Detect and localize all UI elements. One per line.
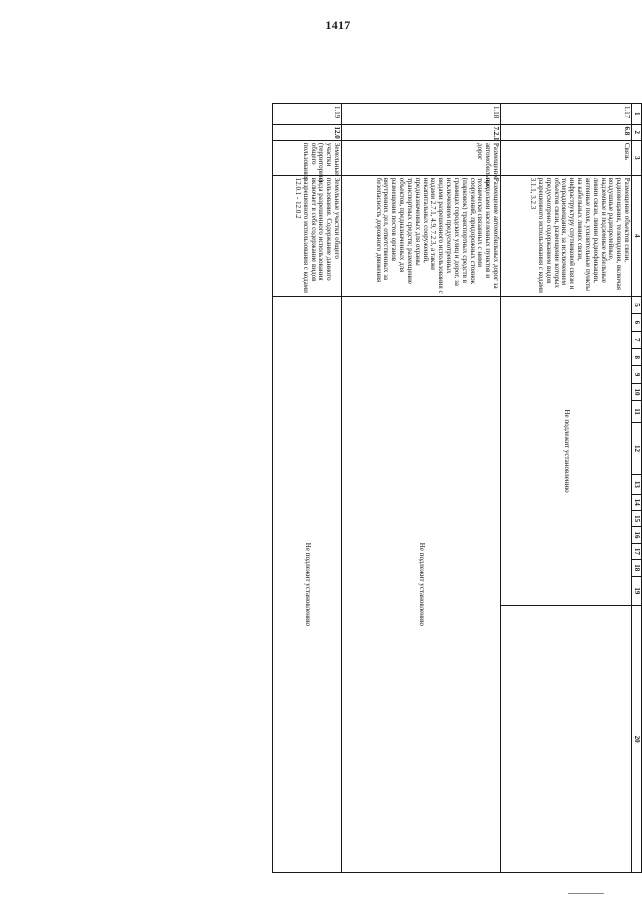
header-cell: 7	[632, 331, 642, 348]
use-description: Размещение объектов связи, радиовещания, телевидения, включая воздушные радиорелейные, надземные и подземные кабельные линии связи, линии радиофикации, антенные поля, усилительные пункты на кабельных линиях связи, инфраструктуру спутниковой связи и телерадиовещания, за исключением объектов связи, размещение которых предусмотрено содержанием видов разрешенного использования с кодами 3.1.1, 3.2.3	[501, 175, 632, 296]
header-cell: 15	[632, 510, 642, 526]
use-description: Земельные участки общего пользования. Содержание данного вида разрешенного использования включает в себя содержание видов разрешенного использования с кодами 12.0.1 - 12.0.2	[273, 175, 342, 296]
table-row	[501, 104, 632, 873]
header-cell: 1	[632, 104, 642, 125]
header-cell: 10	[632, 383, 642, 400]
header-cell: 2	[632, 124, 642, 140]
header-cell: 13	[632, 475, 642, 494]
header-cell: 20	[632, 606, 642, 873]
use-code: 6.8	[501, 124, 632, 140]
header-cell: 8	[632, 349, 642, 366]
header-cell: 19	[632, 576, 642, 606]
header-cell: 14	[632, 494, 642, 510]
row-number: 1.19	[273, 104, 342, 125]
header-cell: 17	[632, 543, 642, 559]
row-number: 1.18	[342, 104, 501, 125]
header-cell: 18	[632, 560, 642, 576]
table-row	[273, 104, 342, 873]
row-number: 1.17	[501, 104, 632, 125]
use-code: 7.2.1	[342, 124, 501, 140]
header-cell: 11	[632, 401, 642, 423]
footer-rule	[568, 893, 604, 894]
header-cell: 4	[632, 175, 642, 296]
header-cell: 12	[632, 422, 642, 474]
use-name: Связь	[501, 140, 632, 175]
page-number: 1417	[325, 18, 351, 32]
use-code: 12.0	[273, 124, 342, 140]
regulation-note: Не подлежит установлению	[501, 296, 632, 606]
regulation-note: Не подлежит установлению	[273, 296, 342, 872]
table-row	[342, 104, 501, 873]
header-cell: 5	[632, 296, 642, 313]
empty-cell	[501, 606, 632, 873]
use-description: Размещение автомобильных дорог за пределами населенных пунктов и технически связанных с ними сооружений, придорожных стоянок (парковок) транспортных средств в границах городских улиц и дорог, за исключением предусмотренных видами разрешенного использования с кодами 2.7.1, 4.9, 7.2.3, а также некапитальных сооружений, предназначенных для охраны транспортных средств; размещение объектов, предназначенных для размещения постов органов внутренних дел, ответственных за безопасность дорожного движения	[342, 175, 501, 296]
header-row	[632, 104, 642, 873]
header-cell: 6	[632, 314, 642, 331]
use-name: Размещение автомобильных дорог	[342, 140, 501, 175]
header-cell: 3	[632, 140, 642, 175]
use-name: Земельные участки (территории) общего пользования	[273, 140, 342, 175]
header-cell: 16	[632, 527, 642, 543]
table-rotated-wrapper	[282, 103, 642, 873]
land-use-table	[272, 103, 642, 873]
header-cell: 9	[632, 366, 642, 383]
regulation-note: Не подлежит установлению	[342, 296, 501, 872]
